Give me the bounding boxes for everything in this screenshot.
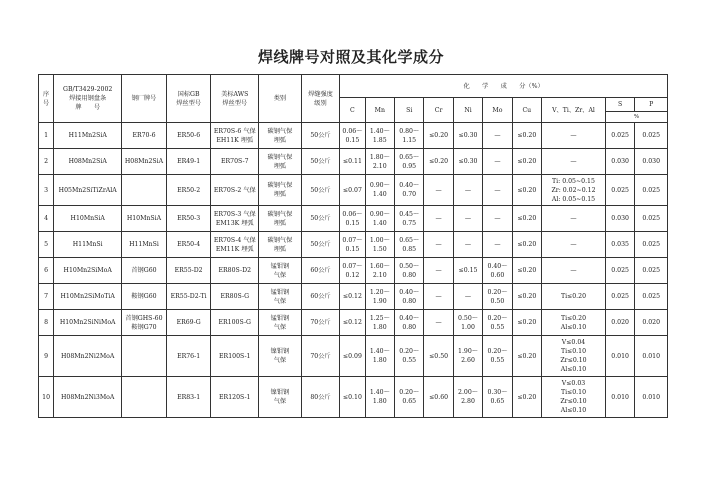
header-chemical-composition: 化 学 成 分（%） <box>340 75 668 98</box>
cell-gb-wire-type: ER76-1 <box>166 336 211 377</box>
cell-gbt-grade: H11MnSi <box>54 232 122 258</box>
cell-mo-content: — <box>483 175 512 206</box>
cell-c-content: ≤0.12 <box>340 310 365 336</box>
cell-gb-wire-type: ER83-1 <box>166 377 211 418</box>
cell-si-content: 0.40～ 0.80 <box>395 284 424 310</box>
cell-cu-content: ≤0.20 <box>512 258 541 284</box>
cell-mn-content: 1.40～ 1.80 <box>365 336 394 377</box>
cell-mill-grade: ER70-6 <box>122 123 167 149</box>
cell-aws-wire-type: ER70S-6 气保 EH11K 埋弧 <box>211 123 259 149</box>
cell-gbt-grade: H08Mn2SiA <box>54 149 122 175</box>
cell-s-content: 0.025 <box>605 258 634 284</box>
header-element-ni: Ni <box>453 98 482 123</box>
cell-cu-content: ≤0.20 <box>512 232 541 258</box>
cell-c-content: ≤0.09 <box>340 336 365 377</box>
cell-si-content: 0.40～ 0.80 <box>395 310 424 336</box>
cell-si-content: 0.20～ 0.65 <box>395 377 424 418</box>
cell-si-content: 0.65～ 0.85 <box>395 232 424 258</box>
header-strength: 焊缝强度 级别 <box>301 75 340 123</box>
cell-gbt-grade: H08Mn2Ni2MoA <box>54 336 122 377</box>
cell-p-content: 0.020 <box>635 310 668 336</box>
table-row <box>39 206 668 232</box>
cell-aws-wire-type: ER80S-G <box>211 284 259 310</box>
cell-mn-content: 0.90～ 1.40 <box>365 206 394 232</box>
cell-ni-content: — <box>453 206 482 232</box>
cell-cr-content: ≤0.20 <box>424 149 453 175</box>
cell-category: 碳钢气保 埋弧 <box>259 232 302 258</box>
cell-p-content: 0.025 <box>635 206 668 232</box>
cell-mo-content: — <box>483 149 512 175</box>
cell-mn-content: 1.00～ 1.50 <box>365 232 394 258</box>
cell-v-ti-zr-al-content: V≤0.04 Ti≤0.10 Zr≤0.10 Al≤0.10 <box>542 336 606 377</box>
table-row <box>39 284 668 310</box>
cell-weld-strength: 50公斤 <box>301 123 340 149</box>
cell-gb-wire-type: ER49-1 <box>166 149 211 175</box>
table-row <box>39 377 668 418</box>
cell-si-content: 0.65～ 0.95 <box>395 149 424 175</box>
cell-ni-content: ≤0.15 <box>453 258 482 284</box>
cell-row-number: 8 <box>39 310 54 336</box>
table-row <box>39 232 668 258</box>
header-national: 国标GB 焊丝型号 <box>166 75 211 123</box>
cell-category: 碳钢气保 埋弧 <box>259 149 302 175</box>
cell-category: 碳钢气保 埋弧 <box>259 175 302 206</box>
cell-mill-grade: 首钢GHS-60 鞍钢G70 <box>122 310 167 336</box>
cell-gb-wire-type: ER50-2 <box>166 175 211 206</box>
cell-row-number: 3 <box>39 175 54 206</box>
cell-s-content: 0.025 <box>605 123 634 149</box>
header-element-c: C <box>340 98 365 123</box>
header-seq: 序 号 <box>39 75 54 123</box>
cell-weld-strength: 70公斤 <box>301 336 340 377</box>
cell-si-content: 0.20～ 0.55 <box>395 336 424 377</box>
cell-s-content: 0.020 <box>605 310 634 336</box>
table-row <box>39 310 668 336</box>
cell-aws-wire-type: ER70S-7 <box>211 149 259 175</box>
cell-mo-content: — <box>483 232 512 258</box>
cell-mo-content: — <box>483 123 512 149</box>
cell-s-content: 0.035 <box>605 232 634 258</box>
cell-gb-wire-type: ER50-3 <box>166 206 211 232</box>
table-row <box>39 258 668 284</box>
cell-cr-content: — <box>424 175 453 206</box>
cell-mill-grade: 首钢G60 <box>122 258 167 284</box>
cell-weld-strength: 50公斤 <box>301 232 340 258</box>
cell-mn-content: 1.60～ 2.10 <box>365 258 394 284</box>
header-gbt: GB/T3429-2002 焊接用钢盘条 牌 号 <box>54 75 122 123</box>
cell-mn-content: 1.40～ 1.80 <box>365 377 394 418</box>
cell-aws-wire-type: ER70S-2 气保 <box>211 175 259 206</box>
cell-cr-content: — <box>424 284 453 310</box>
cell-gbt-grade: H10MnSiA <box>54 206 122 232</box>
cell-cu-content: ≤0.20 <box>512 206 541 232</box>
cell-mn-content: 1.80～ 2.10 <box>365 149 394 175</box>
cell-mill-grade: H11MnSi <box>122 232 167 258</box>
cell-row-number: 10 <box>39 377 54 418</box>
cell-c-content: ≤0.07 <box>340 175 365 206</box>
cell-aws-wire-type: ER100S-G <box>211 310 259 336</box>
cell-category: 镍钼钢 气保 <box>259 377 302 418</box>
cell-row-number: 4 <box>39 206 54 232</box>
cell-cr-content: ≤0.20 <box>424 123 453 149</box>
cell-cr-content: ≤0.60 <box>424 377 453 418</box>
table-row <box>39 123 668 149</box>
cell-category: 碳钢气保 埋弧 <box>259 206 302 232</box>
cell-ni-content: ≤0.30 <box>453 149 482 175</box>
table-row <box>39 336 668 377</box>
cell-v-ti-zr-al-content: — <box>542 232 606 258</box>
cell-mill-grade <box>122 336 167 377</box>
header-element-v-ti-zr-al: V、Ti、Zr、Al <box>542 98 606 123</box>
cell-v-ti-zr-al-content: V≤0.03 Ti≤0.10 Zr≤0.10 Al≤0.10 <box>542 377 606 418</box>
cell-row-number: 1 <box>39 123 54 149</box>
cell-ni-content: 1.90～ 2.60 <box>453 336 482 377</box>
cell-row-number: 7 <box>39 284 54 310</box>
cell-cr-content: — <box>424 206 453 232</box>
cell-ni-content: — <box>453 232 482 258</box>
cell-p-content: 0.025 <box>635 232 668 258</box>
table-row <box>39 149 668 175</box>
cell-mill-grade <box>122 377 167 418</box>
cell-mo-content: 0.20～ 0.55 <box>483 310 512 336</box>
cell-si-content: 0.40～ 0.70 <box>395 175 424 206</box>
cell-v-ti-zr-al-content: — <box>542 123 606 149</box>
cell-mill-grade: H08Mn2SiA <box>122 149 167 175</box>
cell-s-content: 0.025 <box>605 284 634 310</box>
cell-s-content: 0.010 <box>605 377 634 418</box>
header-aws: 美标AWS 焊丝型号 <box>211 75 259 123</box>
cell-c-content: 0.06～ 0.15 <box>340 123 365 149</box>
cell-category: 锰钼钢 气保 <box>259 284 302 310</box>
cell-gbt-grade: H11Mn2SiA <box>54 123 122 149</box>
cell-gb-wire-type: ER55-D2-Ti <box>166 284 211 310</box>
cell-weld-strength: 70公斤 <box>301 310 340 336</box>
cell-weld-strength: 60公斤 <box>301 284 340 310</box>
cell-v-ti-zr-al-content: Ti≤0.20 <box>542 284 606 310</box>
cell-gbt-grade: H10Mn2SiMoTiA <box>54 284 122 310</box>
cell-c-content: 0.07～ 0.12 <box>340 258 365 284</box>
header-element-si: Si <box>395 98 424 123</box>
cell-mo-content: 0.40～ 0.60 <box>483 258 512 284</box>
cell-ni-content: 2.00～ 2.80 <box>453 377 482 418</box>
cell-mn-content: 1.40～ 1.85 <box>365 123 394 149</box>
cell-category: 锰钼钢 气保 <box>259 258 302 284</box>
cell-p-content: 0.025 <box>635 258 668 284</box>
cell-c-content: ≤0.11 <box>340 149 365 175</box>
cell-gb-wire-type: ER69-G <box>166 310 211 336</box>
header-element-p: P <box>635 98 668 112</box>
cell-ni-content: ≤0.30 <box>453 123 482 149</box>
cell-aws-wire-type: ER100S-1 <box>211 336 259 377</box>
cell-v-ti-zr-al-content: — <box>542 258 606 284</box>
cell-v-ti-zr-al-content: Ti≤0.20 Al≤0.10 <box>542 310 606 336</box>
header-element-s: S <box>605 98 634 112</box>
cell-cu-content: ≤0.20 <box>512 377 541 418</box>
cell-cu-content: ≤0.20 <box>512 284 541 310</box>
cell-cr-content: ≤0.50 <box>424 336 453 377</box>
cell-gbt-grade: H10Mn2SiMoA <box>54 258 122 284</box>
cell-mo-content: — <box>483 206 512 232</box>
cell-ni-content: — <box>453 175 482 206</box>
cell-c-content: 0.07～ 0.15 <box>340 232 365 258</box>
cell-row-number: 9 <box>39 336 54 377</box>
cell-weld-strength: 50公斤 <box>301 206 340 232</box>
cell-mill-grade <box>122 175 167 206</box>
cell-weld-strength: 80公斤 <box>301 377 340 418</box>
page-title: 焊线牌号对照及其化学成分 <box>257 48 444 66</box>
cell-aws-wire-type: ER120S-1 <box>211 377 259 418</box>
cell-mill-grade: H10MnSiA <box>122 206 167 232</box>
cell-gbt-grade: H10Mn2SiNiMoA <box>54 310 122 336</box>
cell-row-number: 5 <box>39 232 54 258</box>
cell-si-content: 0.45～ 0.75 <box>395 206 424 232</box>
cell-s-content: 0.010 <box>605 336 634 377</box>
cell-row-number: 2 <box>39 149 54 175</box>
cell-p-content: 0.025 <box>635 284 668 310</box>
header-element-cu: Cu <box>512 98 541 123</box>
cell-cr-content: — <box>424 310 453 336</box>
cell-v-ti-zr-al-content: Ti: 0.05~0.15 Zr: 0.02~0.12 Al: 0.05~0.15 <box>542 175 606 206</box>
cell-cu-content: ≤0.20 <box>512 310 541 336</box>
cell-v-ti-zr-al-content: — <box>542 149 606 175</box>
welding-wire-table <box>38 74 668 418</box>
cell-weld-strength: 50公斤 <box>301 175 340 206</box>
cell-c-content: ≤0.12 <box>340 284 365 310</box>
cell-p-content: 0.010 <box>635 377 668 418</box>
cell-cu-content: ≤0.20 <box>512 336 541 377</box>
cell-mo-content: 0.30～ 0.65 <box>483 377 512 418</box>
cell-gb-wire-type: ER50-6 <box>166 123 211 149</box>
cell-cu-content: ≤0.20 <box>512 175 541 206</box>
cell-mn-content: 0.90～ 1.40 <box>365 175 394 206</box>
cell-aws-wire-type: ER70S-4 气保 EM11K 埋弧 <box>211 232 259 258</box>
cell-mn-content: 1.20～ 1.90 <box>365 284 394 310</box>
cell-cu-content: ≤0.20 <box>512 123 541 149</box>
cell-si-content: 0.80～ 1.15 <box>395 123 424 149</box>
cell-si-content: 0.50～ 0.80 <box>395 258 424 284</box>
cell-cu-content: ≤0.20 <box>512 149 541 175</box>
table-row <box>39 175 668 206</box>
cell-category: 锰钼钢 气保 <box>259 310 302 336</box>
cell-v-ti-zr-al-content: — <box>542 206 606 232</box>
cell-category: 镍钼钢 气保 <box>259 336 302 377</box>
header-element-cr: Cr <box>424 98 453 123</box>
header-mill: 钢厂牌号 <box>122 75 167 123</box>
cell-cr-content: — <box>424 258 453 284</box>
cell-aws-wire-type: ER80S-D2 <box>211 258 259 284</box>
cell-gb-wire-type: ER55-D2 <box>166 258 211 284</box>
cell-s-content: 0.030 <box>605 206 634 232</box>
cell-ni-content: 0.50～ 1.00 <box>453 310 482 336</box>
cell-p-content: 0.025 <box>635 175 668 206</box>
cell-gbt-grade: H08Mn2Ni3MoA <box>54 377 122 418</box>
cell-category: 碳钢气保 埋弧 <box>259 123 302 149</box>
header-percent: % <box>605 112 667 123</box>
cell-p-content: 0.030 <box>635 149 668 175</box>
cell-p-content: 0.025 <box>635 123 668 149</box>
cell-mill-grade: 鞍钢G60 <box>122 284 167 310</box>
cell-s-content: 0.025 <box>605 175 634 206</box>
cell-c-content: ≤0.10 <box>340 377 365 418</box>
cell-ni-content: — <box>453 284 482 310</box>
cell-mo-content: 0.20～ 0.50 <box>483 284 512 310</box>
cell-gb-wire-type: ER50-4 <box>166 232 211 258</box>
cell-gbt-grade: H05Mn2SiTiZrAlA <box>54 175 122 206</box>
cell-s-content: 0.030 <box>605 149 634 175</box>
cell-mo-content: 0.20～ 0.55 <box>483 336 512 377</box>
cell-weld-strength: 50公斤 <box>301 149 340 175</box>
cell-mn-content: 1.25～ 1.80 <box>365 310 394 336</box>
cell-weld-strength: 60公斤 <box>301 258 340 284</box>
cell-cr-content: — <box>424 232 453 258</box>
header-element-mn: Mn <box>365 98 394 123</box>
cell-aws-wire-type: ER70S-3 气保 EM13K 埋弧 <box>211 206 259 232</box>
header-element-mo: Mo <box>483 98 512 123</box>
cell-row-number: 6 <box>39 258 54 284</box>
header-category: 类别 <box>259 75 302 123</box>
cell-p-content: 0.010 <box>635 336 668 377</box>
cell-c-content: 0.06～ 0.15 <box>340 206 365 232</box>
